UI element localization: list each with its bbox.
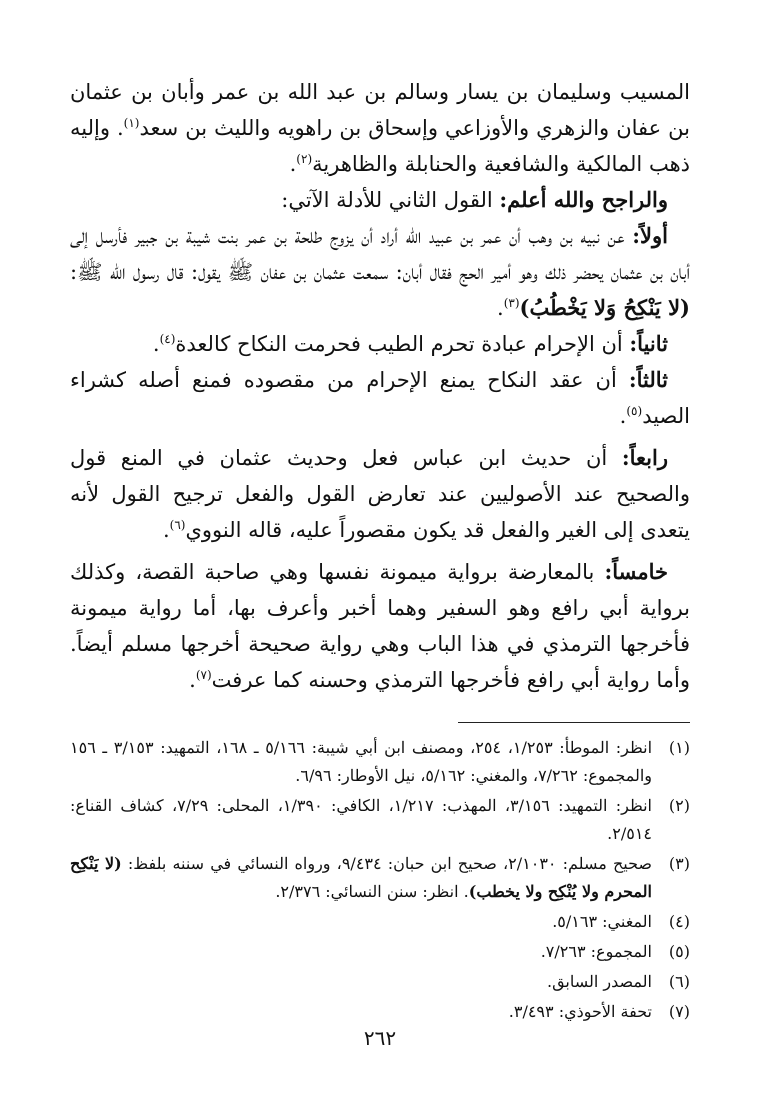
footnote-quote: (لا يَنْكِح المحرم ولا يُنْكِح ولا يخطب) (70, 854, 652, 901)
point-label-fifth: خامساً: (604, 559, 668, 584)
punctuation: . (162, 518, 170, 542)
footnote-number: (٣) (668, 854, 690, 873)
footnote-6 (70, 968, 690, 996)
punctuation: . (152, 332, 160, 356)
footnote-text: تحفة الأحوذي: ٣/٤٩٣. (508, 1002, 652, 1021)
footnote-number: (١) (668, 738, 690, 757)
punctuation: . (619, 404, 627, 428)
footnote-text (70, 850, 652, 906)
footnote-text: انظر: الموطأ: ١/٢٥٣، ٢٥٤، ومصنف ابن أبي شيبة: ٥/١٦٦ ـ ١٦٨، التمهيد: ٣/١٥٣ ـ ١٥٦ والمجموع: ٧/٢٦٢، والمغني: ٥/١٦٢، نيل الأوطار: ٦/٩٦. (70, 738, 653, 785)
footnote-number: (٦) (668, 972, 690, 991)
footnote-7 (70, 998, 690, 1026)
footnotes (70, 734, 690, 1028)
paragraph-text: المسيب وسليمان بن يسار وسالم بن عبد الله بن عمر وأبان بن عثمان بن عفان والزهري والأوزاعي وإسحاق بن راهويه والليث بن سعد (70, 80, 690, 140)
point-label-first: أولاً: (632, 223, 668, 248)
point-label-fourth: رابعاً: (621, 445, 668, 470)
footnote-1 (70, 734, 690, 790)
footnote-text-part: صحيح مسلم: ٢/١٠٣٠، صحيح ابن حبان: ٩/٤٣٤، ورواه النسائي في سننه بلفظ: (121, 854, 653, 873)
footnote-4 (70, 908, 690, 936)
footnote-marker-2[interactable]: (٢) (296, 152, 313, 166)
point-label-second: ثانياً: (629, 331, 668, 356)
paragraph-text: أن عقد النكاح يمنع الإحرام من مقصوده فمنع أصله كشراء الصيد (70, 368, 690, 428)
paragraph-4 (70, 326, 690, 362)
footnote-marker-3[interactable]: (٣) (503, 296, 520, 310)
hadith-quote: (لا يَنْكِحُ وَلا يَخْطُبُ) (519, 295, 690, 320)
paragraph-3 (70, 218, 690, 326)
punctuation: . (289, 152, 297, 176)
footnote-text: المجموع: ٧/٢٦٣. (540, 942, 652, 961)
preference-heading: والراجح والله أعلم: (499, 187, 668, 212)
punctuation: . (497, 296, 504, 320)
paragraph-text: . وإليه ذهب المالكية والشافعية والحنابلة والظاهرية (70, 116, 690, 176)
paragraph-text: عن نبيه بن وهب أن عمر بن عبيد الله أراد أن يزوج طلحة بن عمر بنت شيبة بن جبير فأرسل إلى أبان بن عثمان يحضر ذلك وهو أمير الحج فقال أبان: سمعت عثمان بن عفان ﷺ يقول: قال رسول الله ﷺ: (70, 224, 690, 284)
footnote-number: (٢) (668, 796, 690, 815)
footnote-divider (458, 722, 690, 723)
footnote-text: انظر: التمهيد: ٣/١٥٦، المهذب: ١/٢١٧، الكافي: ١/٣٩٠، المحلى: ٧/٢٩، كشاف القناع: ٢/٥١٤. (70, 796, 652, 843)
footnote-number: (٥) (668, 942, 690, 961)
paragraph-5 (70, 362, 690, 434)
main-text (70, 74, 690, 698)
page (70, 74, 690, 1050)
paragraph-2 (70, 182, 690, 218)
footnote-number: (٤) (668, 912, 690, 931)
paragraph-text: أن حديث ابن عباس فعل وحديث عثمان في المنع قول والصحيح عند الأصوليين عند تعارض القول والفعل ترجيح القول لأنه يتعدى إلى الغير والفعل قد يكون مقصوراً عليه، قاله النووي (70, 446, 690, 542)
paragraph-text: القول الثاني للأدلة الآتي: (281, 188, 500, 212)
paragraph-6 (70, 440, 690, 548)
punctuation: . (189, 668, 196, 692)
point-label-third: ثالثاً: (628, 367, 668, 392)
footnote-marker-7[interactable]: (٧) (195, 668, 212, 682)
footnote-marker-5[interactable]: (٥) (626, 404, 643, 418)
footnote-2 (70, 792, 690, 848)
footnote-marker-4[interactable]: (٤) (159, 332, 176, 346)
page-number: ٢٦٢ (363, 1026, 397, 1050)
footnote-3 (70, 850, 690, 906)
footnote-text: المغني: ٥/١٦٣. (552, 912, 652, 931)
footnote-text-part: . انظر: سنن النسائي: ٢/٣٧٦. (275, 882, 469, 901)
footnote-5 (70, 938, 690, 966)
footnote-number: (٧) (668, 1002, 690, 1021)
footnote-marker-1[interactable]: (١) (123, 116, 140, 130)
paragraph-text: بالمعارضة برواية ميمونة نفسها وهي صاحبة القصة، وكذلك برواية أبي رافع وهو السفير وهما أخبر وأعرف بها، أما رواية ميمونة فأخرجها الترمذي في هذا الباب وهي رواية صحيحة أخرجها مسلم أيضاً. وأما رواية أبي رافع فأخرجها الترمذي وحسنه كما عرفت (70, 560, 690, 692)
paragraph-7 (70, 554, 690, 698)
footnote-text: المصدر السابق. (546, 972, 652, 991)
paragraph-text: أن الإحرام عبادة تحرم الطيب فحرمت النكاح كالعدة (175, 332, 630, 356)
paragraph-1 (70, 74, 690, 182)
footnote-marker-6[interactable]: (٦) (169, 518, 186, 532)
